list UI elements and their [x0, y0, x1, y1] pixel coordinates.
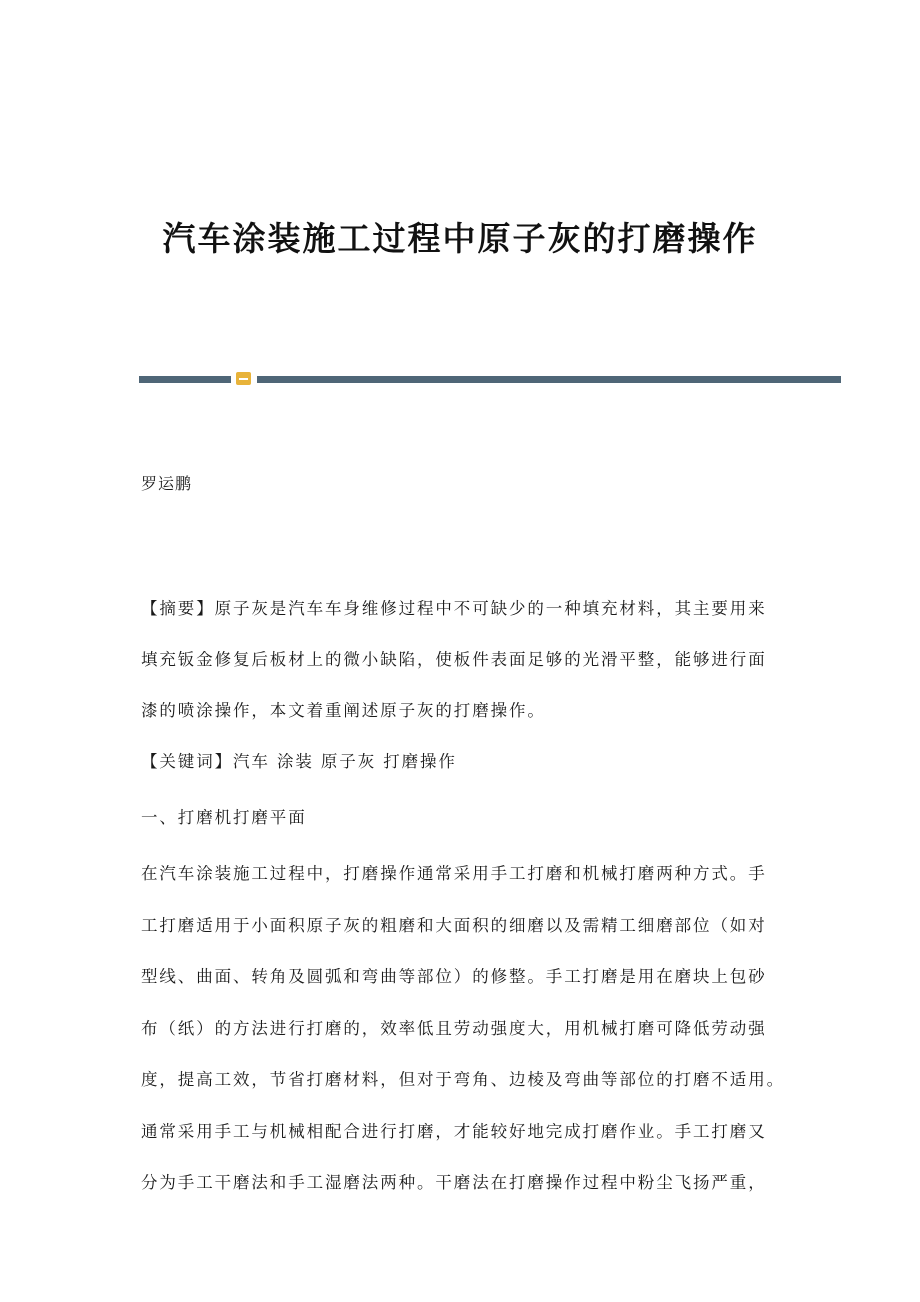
paragraph-line: 分为手工干磨法和手工湿磨法两种。干磨法在打磨操作过程中粉尘飞扬严重，: [141, 1173, 767, 1192]
paragraph-line: 在汽车涂装施工过程中，打磨操作通常采用手工打磨和机械打磨两种方式。手: [141, 864, 767, 883]
abstract-line: 【摘要】原子灰是汽车车身维修过程中不可缺少的一种填充材料，其主要用来: [141, 599, 767, 618]
divider-bar-left: [139, 376, 231, 383]
body-paragraph: [141, 862, 791, 1195]
abstract-line: 填充钣金修复后板材上的微小缺陷，使板件表面足够的光滑平整，能够进行面: [141, 650, 767, 669]
paragraph-line: 布（纸）的方法进行打磨的，效率低且劳动强度大，用机械打磨可降低劳动强: [141, 1018, 767, 1038]
abstract-line: 漆的喷涂操作，本文着重阐述原子灰的打磨操作。: [141, 701, 546, 720]
paragraph-line: 度，提高工效，节省打磨材料，但对于弯角、边棱及弯曲等部位的打磨不适用。: [141, 1070, 785, 1089]
divider-badge-icon: [236, 372, 251, 385]
abstract: [141, 597, 791, 723]
divider-bar-right: [257, 376, 841, 383]
section-heading: 一、打磨机打磨平面: [141, 808, 307, 827]
document-title: 汽车涂装施工过程中原子灰的打磨操作: [162, 219, 758, 258]
paragraph-line: 工打磨适用于小面积原子灰的粗磨和大面积的细磨以及需精工细磨部位（如对: [141, 915, 767, 935]
paragraph-line: 型线、曲面、转角及圆弧和弯曲等部位）的修整。手工打磨是用在磨块上包砂: [141, 967, 767, 986]
title-divider: [139, 372, 841, 386]
author-name: 罗运鹏: [141, 474, 193, 493]
paragraph-line: 通常采用手工与机械相配合进行打磨，才能较好地完成打磨作业。手工打磨又: [141, 1121, 767, 1141]
keywords: 【关键词】汽车 涂装 原子灰 打磨操作: [141, 752, 457, 771]
